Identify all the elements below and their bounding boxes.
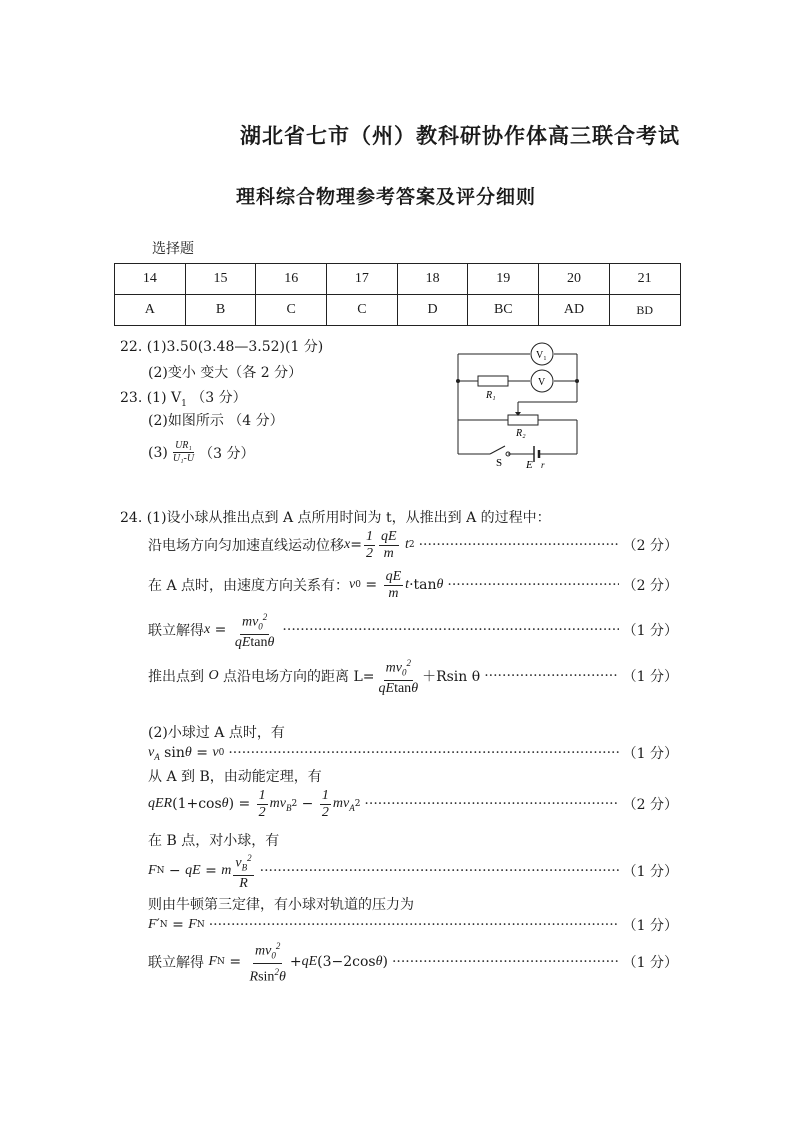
q24-s4-score: （1 分）: [622, 669, 678, 685]
q23-l3-pre: (3): [148, 444, 168, 461]
q24-p2-eq1: $v_A$ sin θ = v 0 ····· （1 分）: [148, 742, 678, 764]
frac-x-result: $\frac{mv_0^2}{qEtan\theta}$: [233, 609, 277, 651]
q23-l1-text: 23. (1) V: [120, 390, 182, 406]
q24-intro: 24. (1)设小球从推出点到 A 点所用时间为 t，从推出到 A 的过程中：: [120, 510, 551, 526]
q24-s4-text: 推出点到: [148, 669, 204, 685]
q23-frac-den: U₁-U: [172, 453, 195, 464]
frac-l-result: $\frac{mv_0^2}{qEtan\theta}$: [377, 655, 421, 697]
table-row-numbers: [115, 264, 681, 295]
q24-step1: 沿电场方向匀加速直线运动位移 x = $\frac{1}{2}$ $\frac{qE}{m}$ t 2 ····· （2 分）: [148, 528, 678, 562]
v1-label: V₁: [536, 350, 547, 361]
page-subtitle: 理科综合物理参考答案及评分细则: [236, 186, 537, 208]
table-row-answers: [115, 295, 681, 326]
q24-p2-intro: (2)小球过 A 点时，有: [148, 725, 285, 741]
q24-s1-text: 沿电场方向匀加速直线运动位移: [148, 538, 344, 554]
q22-line2: (2)变小 变大（各 2 分）: [148, 365, 303, 381]
table-cell: D: [397, 295, 468, 326]
q23-l1-sub: 1: [181, 398, 187, 409]
table-cell: 20: [539, 264, 610, 295]
q24-p2-final-text: 联立解得: [148, 955, 204, 971]
q24-s4-tail: ＋Rsin θ: [422, 669, 481, 685]
table-cell: 21: [609, 264, 680, 295]
circuit-diagram: [450, 340, 590, 470]
q24-step3: 联立解得 x = $\frac{mv_0^2}{qEtan\theta}$ ····· （1 分）: [148, 612, 678, 648]
q24-p2-e5-score: （1 分）: [622, 955, 678, 971]
q23-fraction: [171, 440, 196, 465]
table-cell: 15: [185, 264, 256, 295]
table-cell: BC: [468, 295, 539, 326]
q24-p2-from: 从 A 到 B，由动能定理，有: [148, 769, 322, 785]
q23-frac-num: UR₁: [175, 440, 192, 451]
frac-half: $\frac{1}{2}$: [365, 528, 373, 561]
q23-l3-score: （3 分）: [199, 445, 255, 462]
table-cell: 16: [256, 264, 327, 295]
q24-s2-score: （2 分）: [622, 578, 678, 594]
q23-line2: (2)如图所示 （4 分）: [148, 413, 284, 429]
q24-s2-text: 在 A 点时，由速度方向关系有：: [148, 578, 350, 594]
table-cell: C: [327, 295, 398, 326]
q24-p2-eq2: qER (1+cos θ ) = $\frac{1}{2}$ $mv_B$ 2 − $\frac{1}{2}$ $mv_A$ 2 ····· （2 分）: [148, 786, 678, 822]
q23-line1: [120, 387, 247, 409]
emf-label: E: [526, 459, 533, 470]
page-title: 湖北省七市（州）教科研协作体高三联合考试: [240, 123, 680, 148]
frac-qe-m: $\frac{qE}{m}$: [380, 528, 397, 561]
table-cell: AD: [539, 295, 610, 326]
q24-s4-o: O: [208, 668, 219, 683]
table-cell: 14: [115, 264, 186, 295]
internal-r-label: r: [541, 460, 545, 470]
table-cell: A: [115, 295, 186, 326]
choice-section-label: 选择题: [152, 241, 194, 257]
table-cell: 19: [468, 264, 539, 295]
q23-l1-score: （3 分）: [191, 390, 247, 406]
table-cell: C: [256, 295, 327, 326]
table-cell: B: [185, 295, 256, 326]
r2-label: R₂: [516, 428, 526, 439]
q24-p2-e3-score: （1 分）: [622, 864, 678, 880]
q24-s4-text2: 点沿电场方向的距离 L=: [223, 669, 375, 685]
q23-line3: [148, 440, 254, 465]
q24-p2-atb: 在 B 点，对小球，有: [148, 833, 280, 849]
q24-p2-e2-score: （2 分）: [622, 797, 678, 813]
table-cell: 17: [327, 264, 398, 295]
table-cell: 18: [397, 264, 468, 295]
q22-line1: 22. (1)3.50(3.48—3.52)(1 分): [120, 339, 324, 355]
q24-s3-text: 联立解得: [148, 623, 204, 639]
q24-p2-eq5: 联立解得 F N = $\frac{mv_0^2}{Rsin^2\theta}$ + qE (3−2cos θ ) ····· （1 分）: [148, 942, 678, 982]
v-label: V: [538, 377, 546, 388]
q24-p2-eq4: F ′ N = F N ····· （1 分）: [148, 914, 678, 936]
q24-s3-score: （1 分）: [622, 623, 678, 639]
q24-p2-e4-score: （1 分）: [622, 918, 678, 934]
q24-step2: 在 A 点时，由速度方向关系有： v 0 = $\frac{qE}{m}$ t ·tan θ ····· （2 分）: [148, 568, 678, 602]
frac-qe-m-2: $\frac{qE}{m}$: [385, 568, 402, 601]
answer-table: [114, 263, 681, 326]
q24-p2-e1-score: （1 分）: [622, 746, 678, 762]
q24-step4: [148, 657, 678, 697]
switch-label: S: [496, 457, 503, 469]
r1-label: R₁: [486, 390, 496, 401]
q24-p2-eq3: F N − qE = m $\frac{v_B^2}{R}$ ····· （1 分）: [148, 852, 678, 890]
q24-p2-newton: 则由牛顿第三定律，有小球对轨道的压力为: [148, 897, 414, 913]
table-cell: BD: [609, 295, 680, 326]
q24-s1-score: （2 分）: [622, 538, 678, 554]
